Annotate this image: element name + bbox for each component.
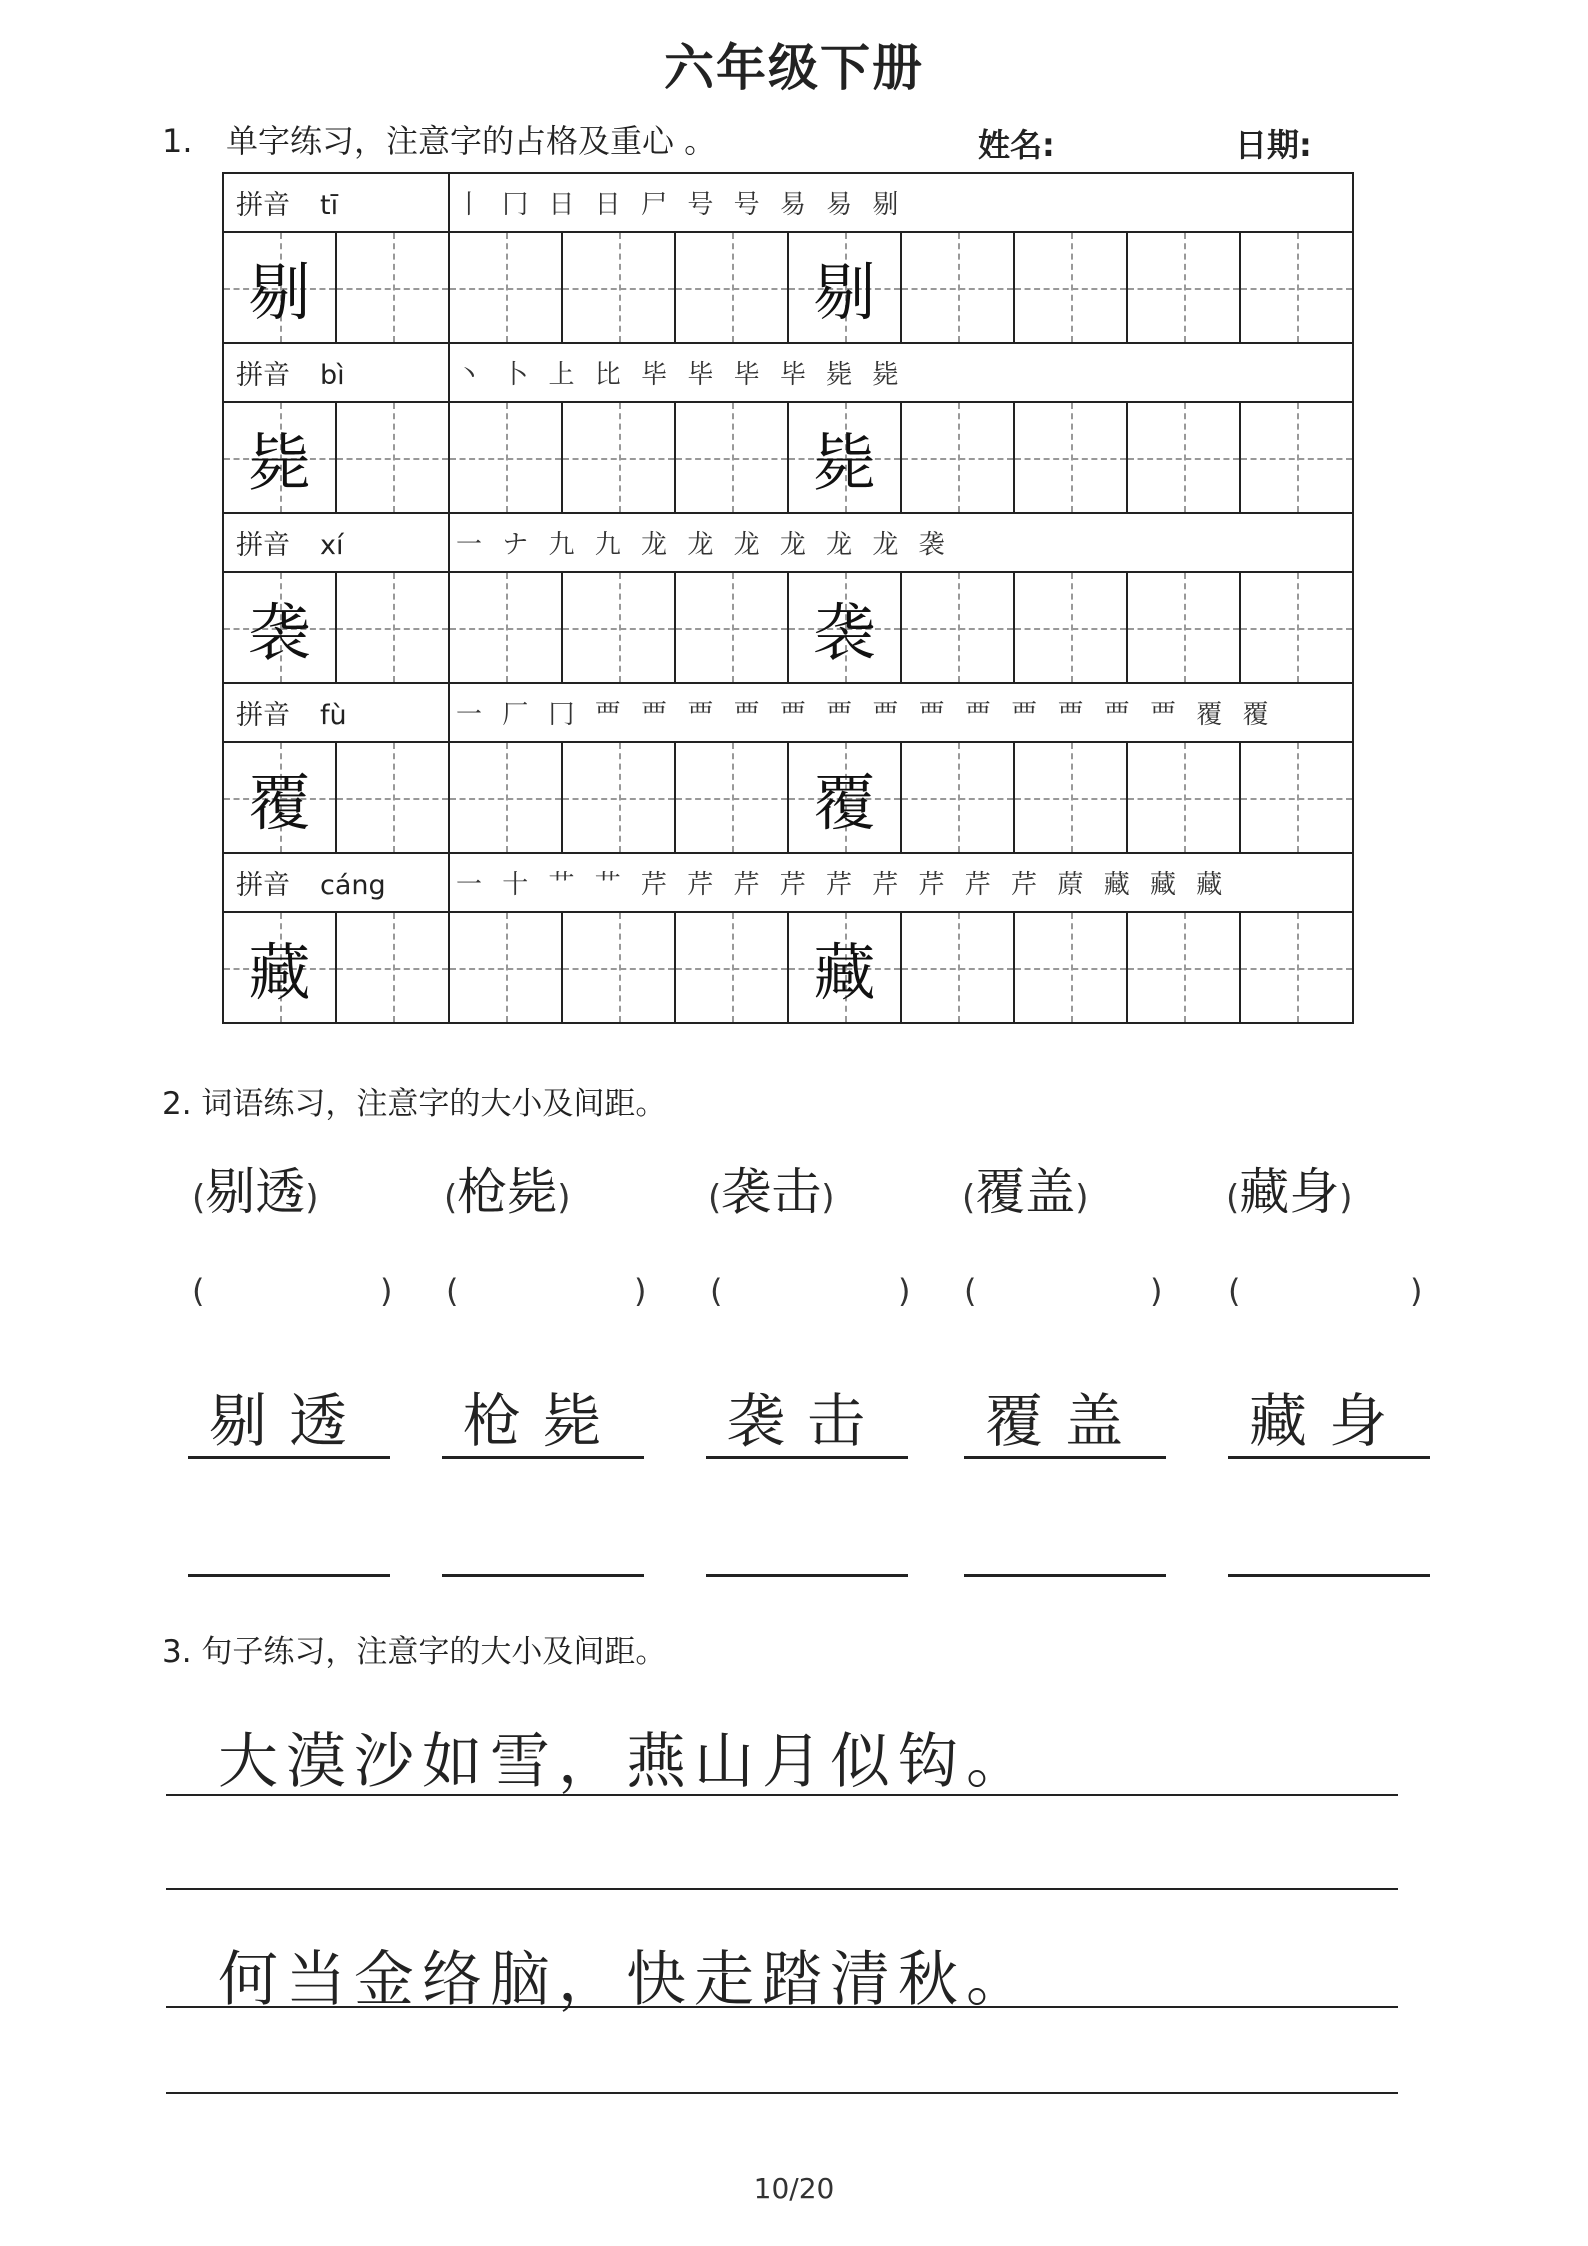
model-char: 藏	[248, 936, 311, 1009]
practice-cell[interactable]	[1014, 232, 1127, 343]
pinyin-value: xí	[320, 530, 344, 561]
blank-paren-right: )	[1150, 1272, 1163, 1310]
practice-cell[interactable]	[901, 912, 1014, 1023]
model-char: 剔	[248, 256, 311, 329]
practice-cell[interactable]	[449, 572, 562, 683]
section1-instruction	[162, 116, 716, 162]
word-paren-3: (袭击)	[708, 1163, 835, 1221]
blank-paren-left: (	[1228, 1272, 1241, 1310]
sentence-1: 大漠沙如雪，燕山月似钩。	[218, 1727, 1034, 1797]
practice-cell[interactable]	[449, 402, 562, 513]
word-paren-1: (剔透)	[192, 1163, 319, 1221]
stroke-order: 一 十 艹 艹 芹 芹 芹 芹 芹 芹 芹 芹 芹 蒝 藏 藏 藏	[449, 853, 1353, 912]
model-char-cell	[788, 232, 901, 343]
practice-cell[interactable]	[901, 232, 1014, 343]
pinyin-value: cáng	[320, 870, 386, 901]
word-text: 藏身	[1239, 1163, 1340, 1221]
practice-cell[interactable]	[562, 742, 675, 853]
stroke-order: 丨 冂 日 日 尸 号 号 易 易 剔	[449, 173, 1353, 232]
section1-text: 单字练习，注意字的占格及重心 。	[226, 122, 717, 160]
blank-paren-left: (	[710, 1272, 723, 1310]
practice-cell[interactable]	[675, 912, 788, 1023]
stroke-order: 丶 卜 上 比 毕 毕 毕 毕 毙 毙	[449, 343, 1353, 402]
sentence-2: 何当金络脑，快走踏清秋。	[218, 1945, 1034, 2015]
practice-cell[interactable]	[1127, 572, 1240, 683]
page-number: 10/20	[753, 2172, 835, 2205]
practice-cell[interactable]	[901, 572, 1014, 683]
practice-cell[interactable]	[1014, 572, 1127, 683]
pinyin-label: 拼音	[236, 700, 290, 731]
model-char-cell	[223, 232, 336, 343]
practice-cell[interactable]	[1014, 402, 1127, 513]
practice-cell[interactable]	[1127, 232, 1240, 343]
practice-cell[interactable]	[1014, 912, 1127, 1023]
pinyin-cell	[223, 513, 449, 572]
practice-cell[interactable]	[1240, 402, 1353, 513]
word-paren-5: (藏身)	[1226, 1163, 1353, 1221]
traced-word: 袭击	[726, 1387, 887, 1455]
sentence-practice-line[interactable]	[166, 2092, 1398, 2094]
pinyin-label: 拼音	[236, 530, 290, 561]
practice-cell[interactable]	[1127, 402, 1240, 513]
pinyin-cell	[223, 683, 449, 742]
pinyin-value: fù	[320, 700, 347, 731]
practice-cell[interactable]	[675, 572, 788, 683]
model-char: 袭	[813, 596, 876, 669]
model-char: 剔	[813, 256, 876, 329]
blank-paren-right: )	[634, 1272, 647, 1310]
practice-cell[interactable]	[1240, 572, 1353, 683]
date-label: 日期:	[1235, 126, 1312, 164]
practice-cell[interactable]	[562, 912, 675, 1023]
sentence-underline	[166, 1794, 1398, 1796]
practice-cell[interactable]	[336, 742, 449, 853]
word-text: 剔透	[205, 1163, 306, 1221]
word-text: 覆盖	[975, 1163, 1076, 1221]
blank-paren-right: )	[898, 1272, 911, 1310]
practice-cell[interactable]	[336, 402, 449, 513]
word-paren-2: (枪毙)	[444, 1163, 571, 1221]
pinyin-value: bì	[320, 360, 345, 391]
section1-number: 1.	[162, 122, 193, 160]
traced-word: 枪毙	[462, 1387, 623, 1455]
word-practice-line[interactable]	[442, 1574, 644, 1577]
blank-paren-left: (	[446, 1272, 459, 1310]
stroke-order: 一 ナ 九 九 龙 龙 龙 龙 龙 龙 袭	[449, 513, 1353, 572]
word-underline	[188, 1456, 390, 1459]
practice-cell[interactable]	[562, 402, 675, 513]
sentence-practice-line[interactable]	[166, 1888, 1398, 1890]
model-char-cell	[223, 402, 336, 513]
practice-cell[interactable]	[1240, 742, 1353, 853]
practice-cell[interactable]	[449, 912, 562, 1023]
traced-word: 覆盖	[984, 1387, 1145, 1455]
blank-paren-right: )	[380, 1272, 393, 1310]
page-title: 六年级下册	[664, 39, 924, 97]
section3-instruction: 3. 句子练习，注意字的大小及间距。	[162, 1634, 667, 1670]
character-practice-grid	[222, 172, 1354, 1024]
model-char-cell	[223, 742, 336, 853]
blank-paren-left: (	[192, 1272, 205, 1310]
practice-cell[interactable]	[1014, 742, 1127, 853]
practice-cell[interactable]	[675, 232, 788, 343]
pinyin-cell	[223, 853, 449, 912]
practice-cell[interactable]	[562, 232, 675, 343]
model-char: 覆	[248, 766, 311, 839]
model-char: 覆	[813, 766, 876, 839]
pinyin-cell	[223, 343, 449, 402]
section2-instruction: 2. 词语练习，注意字的大小及间距。	[162, 1086, 667, 1122]
model-char-cell	[788, 402, 901, 513]
pinyin-label: 拼音	[236, 360, 290, 391]
word-paren-4: (覆盖)	[962, 1163, 1089, 1221]
practice-cell[interactable]	[1127, 912, 1240, 1023]
practice-cell[interactable]	[675, 742, 788, 853]
word-underline	[442, 1456, 644, 1459]
practice-cell[interactable]	[336, 572, 449, 683]
pinyin-label: 拼音	[236, 190, 290, 221]
sentence-underline	[166, 2006, 1398, 2008]
pinyin-cell	[223, 173, 449, 232]
practice-cell[interactable]	[901, 742, 1014, 853]
practice-cell[interactable]	[562, 572, 675, 683]
model-char: 袭	[248, 596, 311, 669]
traced-word: 藏身	[1248, 1387, 1409, 1455]
pinyin-value: tī	[320, 190, 339, 221]
model-char: 毙	[248, 426, 311, 499]
word-underline	[964, 1456, 1166, 1459]
practice-cell[interactable]	[449, 232, 562, 343]
model-char-cell	[223, 572, 336, 683]
model-char: 藏	[813, 936, 876, 1009]
word-text: 枪毙	[457, 1163, 558, 1221]
traced-word: 剔透	[208, 1387, 369, 1455]
practice-cell[interactable]	[336, 232, 449, 343]
blank-paren-right: )	[1410, 1272, 1423, 1310]
pinyin-label: 拼音	[236, 870, 290, 901]
word-practice-line[interactable]	[188, 1574, 390, 1577]
word-practice-line[interactable]	[964, 1574, 1166, 1577]
word-underline	[1228, 1456, 1430, 1459]
practice-cell[interactable]	[336, 912, 449, 1023]
model-char-cell	[223, 912, 336, 1023]
model-char-cell	[788, 572, 901, 683]
word-practice-line[interactable]	[706, 1574, 908, 1577]
practice-cell[interactable]	[1127, 742, 1240, 853]
model-char-cell	[788, 742, 901, 853]
practice-cell[interactable]	[1240, 232, 1353, 343]
practice-cell[interactable]	[675, 402, 788, 513]
word-text: 袭击	[721, 1163, 822, 1221]
practice-cell[interactable]	[901, 402, 1014, 513]
word-practice-line[interactable]	[1228, 1574, 1430, 1577]
model-char-cell	[788, 912, 901, 1023]
practice-cell[interactable]	[449, 742, 562, 853]
stroke-order: 一 厂 冂 覀 覀 覀 覀 覀 覀 覀 覀 覀 覀 覀 覀 覀 覆 覆	[449, 683, 1353, 742]
model-char: 毙	[813, 426, 876, 499]
name-label: 姓名:	[978, 126, 1055, 164]
practice-cell[interactable]	[1240, 912, 1353, 1023]
blank-paren-left: (	[964, 1272, 977, 1310]
word-underline	[706, 1456, 908, 1459]
